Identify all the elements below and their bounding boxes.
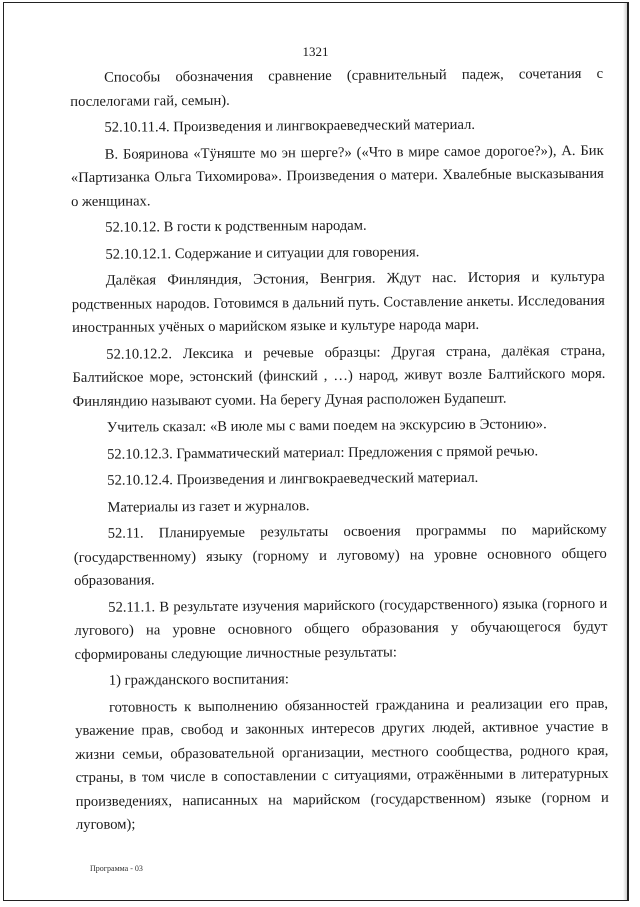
list-heading: 1) гражданского воспитания:: [108, 671, 289, 689]
paragraph: 52.10.12.2. Лексика и речевые образцы: Другая страна, далёкая страна, Балтийское море, эстонский (финский , …) народ, живут возле Балтийского моря. Финляндию называют суоми. На берегу Дуная расположен Будапешт.: [72, 342, 606, 410]
paragraph: 52.10.12. В гости к родственным народам.: [105, 217, 367, 236]
document-body: [70, 63, 609, 841]
paragraph: 52.10.12.3. Грамматический материал: Предложения с прямой речью.: [106, 442, 539, 463]
paragraph: В. Бояринова «Тӱняште мо эн шерге?» («Что в мире самое дорогое?»), А. Бик «Партизанка Ольга Тихомирова». Произведения о матери. Хвалебные высказывания о женщинах.: [70, 142, 604, 210]
paragraph: 52.10.11.4. Произведения и лингвокраеведческий материал.: [104, 116, 476, 136]
paragraph: 52.10.12.1. Содержание и ситуации для говорения.: [105, 243, 420, 263]
paragraph: Учитель сказал: «В июле мы с вами поедем на экскурсию в Эстонию».: [106, 416, 547, 436]
scan-edge-shadow: [623, 3, 627, 900]
paragraph: 52.11.1. В результате изучения марийского (государственного) языка (горного и лугового) на уровне основного общего образования у обучающегося будут сформированы следующие личностные результаты:: [74, 595, 608, 663]
paragraph: Материалы из газет и журналов.: [107, 497, 310, 516]
paragraph: готовность к выполнению обязанностей гражданина и реализации его прав, уважение прав, свобод и законных интересов других людей, активное участие в жизни семьи, образовательной организации, местного сообщества, родного края, страны, в том числе в сопоставлении с ситуациями, отражёнными в литературных произведениях, написанных на марийском (государственном) языке (горном и луговом);: [75, 695, 609, 833]
page-number: 1321: [302, 44, 329, 59]
paragraph: Далёкая Финляндия, Эстония, Венгрия. Ждут нас. История и культура родственных народов. Готовимся в дальний путь. Составление анкеты. Исследования иностранных учёных о марийском языке и культуре народа мари.: [71, 268, 605, 336]
section-heading: 52.11. Планируемые результаты освоения программы по марийскому (государственному) языку (горному и луговому) на уровне основного общего образования.: [73, 521, 607, 589]
paragraph: 52.10.12.4. Произведения и лингвокраеведческий материал.: [107, 469, 479, 489]
paragraph: Способы обозначения сравнение (сравнительный падеж, сочетания с послелогами гай, семын).: [70, 65, 604, 110]
document-page: [3, 2, 629, 901]
footer-label: Программа - 03: [90, 864, 143, 873]
